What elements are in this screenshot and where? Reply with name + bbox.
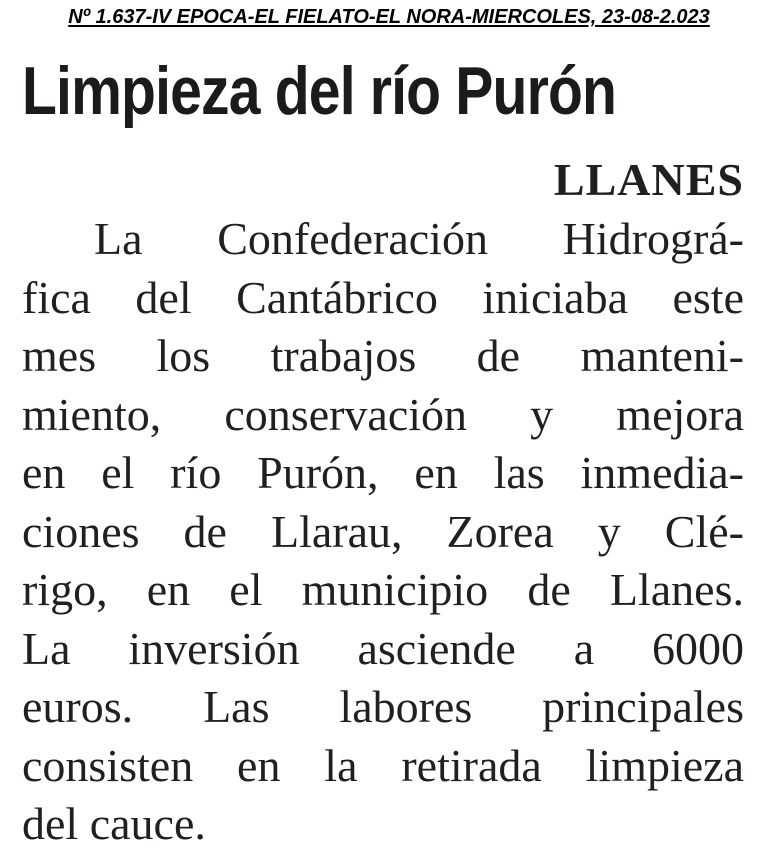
body-line: miento, conservación y mejora — [22, 388, 744, 440]
body-line: consisten en la retirada limpieza — [22, 739, 744, 791]
body-line: euros. Las labores principales — [22, 681, 744, 732]
article-body — [22, 210, 744, 854]
body-line: fica del Cantábrico iniciaba este — [22, 271, 744, 323]
byline: LLANES — [553, 154, 744, 205]
body-line: rigo, en el municipio de Llanes. — [22, 564, 744, 615]
body-line: ciones de Llarau, Zorea y Clé- — [22, 505, 744, 557]
body-line: La Confederación Hidrográ- — [94, 213, 744, 264]
masthead-text: Nº 1.637-IV EPOCA-EL FIELATO-EL NORA-MIERCOLES, 23-08-2.023 — [68, 6, 710, 28]
headline: Limpieza del río Purón — [22, 53, 617, 129]
body-line: La inversión asciende a 6000 — [22, 622, 744, 674]
body-line: mes los trabajos de manteni- — [22, 330, 744, 381]
body-line: del cauce. — [22, 798, 206, 849]
body-line: en el río Purón, en las inmedia- — [22, 447, 744, 498]
masthead — [0, 4, 778, 30]
